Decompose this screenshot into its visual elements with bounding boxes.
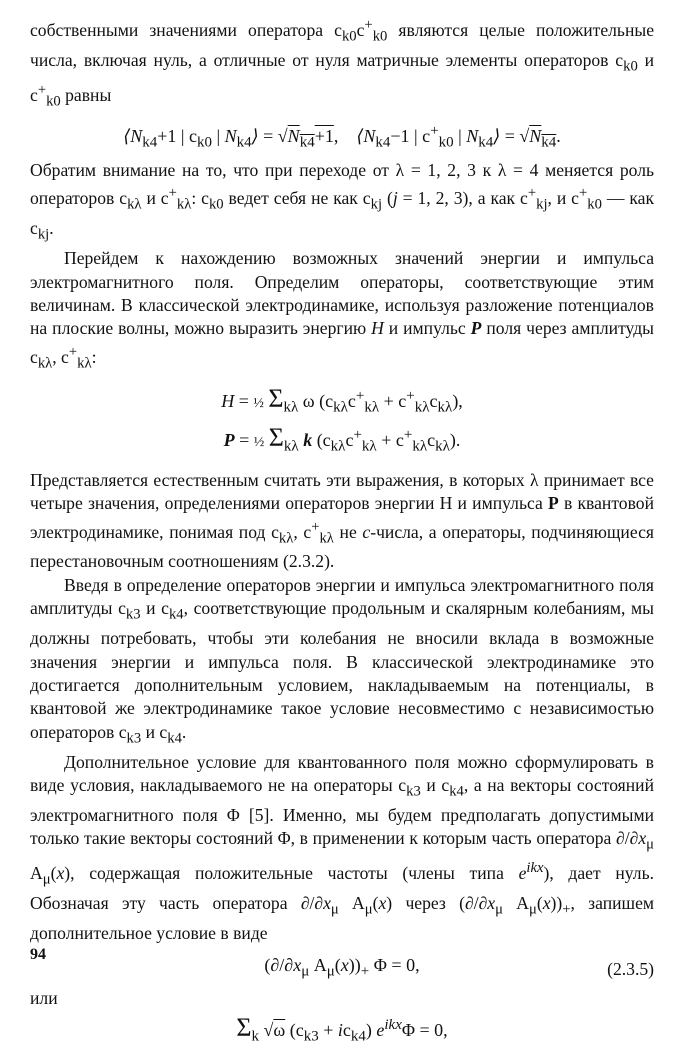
equation-energy: H = ½ $\Sigma_{k\lambda}$ ω $(c_{k\lambda}c^+_{k\lambda} + c^+_{k\lambda}c_{k\lambda})$, xyxy=(221,383,463,416)
paragraph-4: Представляется естественным считать эти выражения, в которых λ принимает все четыре значения, определениями операторов энергии H и импульса P в квантовой электродинамике, понимая под $c_{k\lambda}$, $c^+_{k\lambda}$ не c-числа, а операторы, подчиняющиеся перестановочным соотношениям (2.3.2). xyxy=(30,469,654,572)
paragraph-2: Обратим внимание на то, что при переходе от λ = 1, 2, 3 к λ = 4 меняется роль операторов $c_{k\lambda}$ и $c^+_{k\lambda}$: $c_{k0}$ ведет себя не как $c_{kj}$ (j = 1, 2, 3), а как $c^+_{kj}$, и $c^+_{k0}$ — как $c_{kj}$. xyxy=(30,160,655,243)
word-or: или xyxy=(30,988,58,1009)
page-number: 94 xyxy=(30,946,46,963)
equation-2-3-5-row xyxy=(30,953,654,984)
equation-number: (2.3.5) xyxy=(607,958,654,979)
equation-matrix-elements: $⟨N_{k4}+1$ | $c_{k0}$ | $N_{k4}⟩ = √N_{k4}+1$, $⟨N_{k4}-1$ | $c^+_{k0}$ | $N_{k4}⟩ = √N_{k4}$. xyxy=(123,123,561,152)
equation-momentum: P = ½ $\Sigma_{k\lambda}$ k $(c_{k\lambda}c^+_{k\lambda} + c^+_{k\lambda}c_{k\lambda})$. xyxy=(223,423,461,455)
paragraph-1: собственными значениями оператора $c_{k0}c^+_{k0}$ являются целые положительные числа, включая нуль, а отличные от нуля матричные элементы операторов $c_{k0}$ и $c^+_{k0}$ равны xyxy=(30,17,655,110)
equation-sum-condition: $\Sigma_k$ √ω $(c_{k3} + ic_{k4}) e^{ikx}\Phi = 0$, xyxy=(236,1013,448,1045)
equation-2-3-5: ($\partial/\partial x_\mu$ $A_\mu(x))_+$ Φ = 0, xyxy=(264,955,420,981)
paragraph-3: Перейдем к нахождению возможных значений энергии и импульса электромагнитного поля. Определим операторы, соответствующие этим величинам. В классической электродинамике, используя разложение потенциалов на плоские волны, можно выразить энергию H и импульс P поля через амплитуды $c_{k\lambda}$, $c^+_{k\lambda}$: xyxy=(30,248,655,372)
paragraph-6: Дополнительное условие для квантованного поля можно сформулировать в виде условия, накладываемого не на операторы $c_{k3}$ и $c_{k4}$, а на векторы состояний электромагнитного поля Φ [5]. Именно, мы будем предполагать допустимыми только такие векторы состояний Φ, в применении к которым часть оператора $\partial/\partial x_\mu$ $A_\mu(x)$, содержащая положительные частоты (члены типа $e^{ikx}$), дает нуль. Обозначая эту часть оператора $\partial/\partial x_\mu$ $A_\mu(x)$ через ($\partial/\partial x_\mu$ $A_\mu(x))_+$, запишем дополнительное условие в виде xyxy=(30,751,655,944)
paragraph-5: Введя в определение операторов энергии и импульса электромагнитного поля амплитуды $c_{k3}$ и $c_{k4}$, соответствующие продольным и скалярным колебаниям, мы должны потребовать, чтобы эти колебания не вносили вклада в возможные значения энергии и импульса поля. В классической электродинамике это достигается дополнительным условием, накладываемым на потенциалы, в квантовой же электродинамике такое условие несовместимо с независимостью операторов $c_{k3}$ и $c_{k4}$. xyxy=(30,574,654,747)
page-body xyxy=(30,14,654,1049)
